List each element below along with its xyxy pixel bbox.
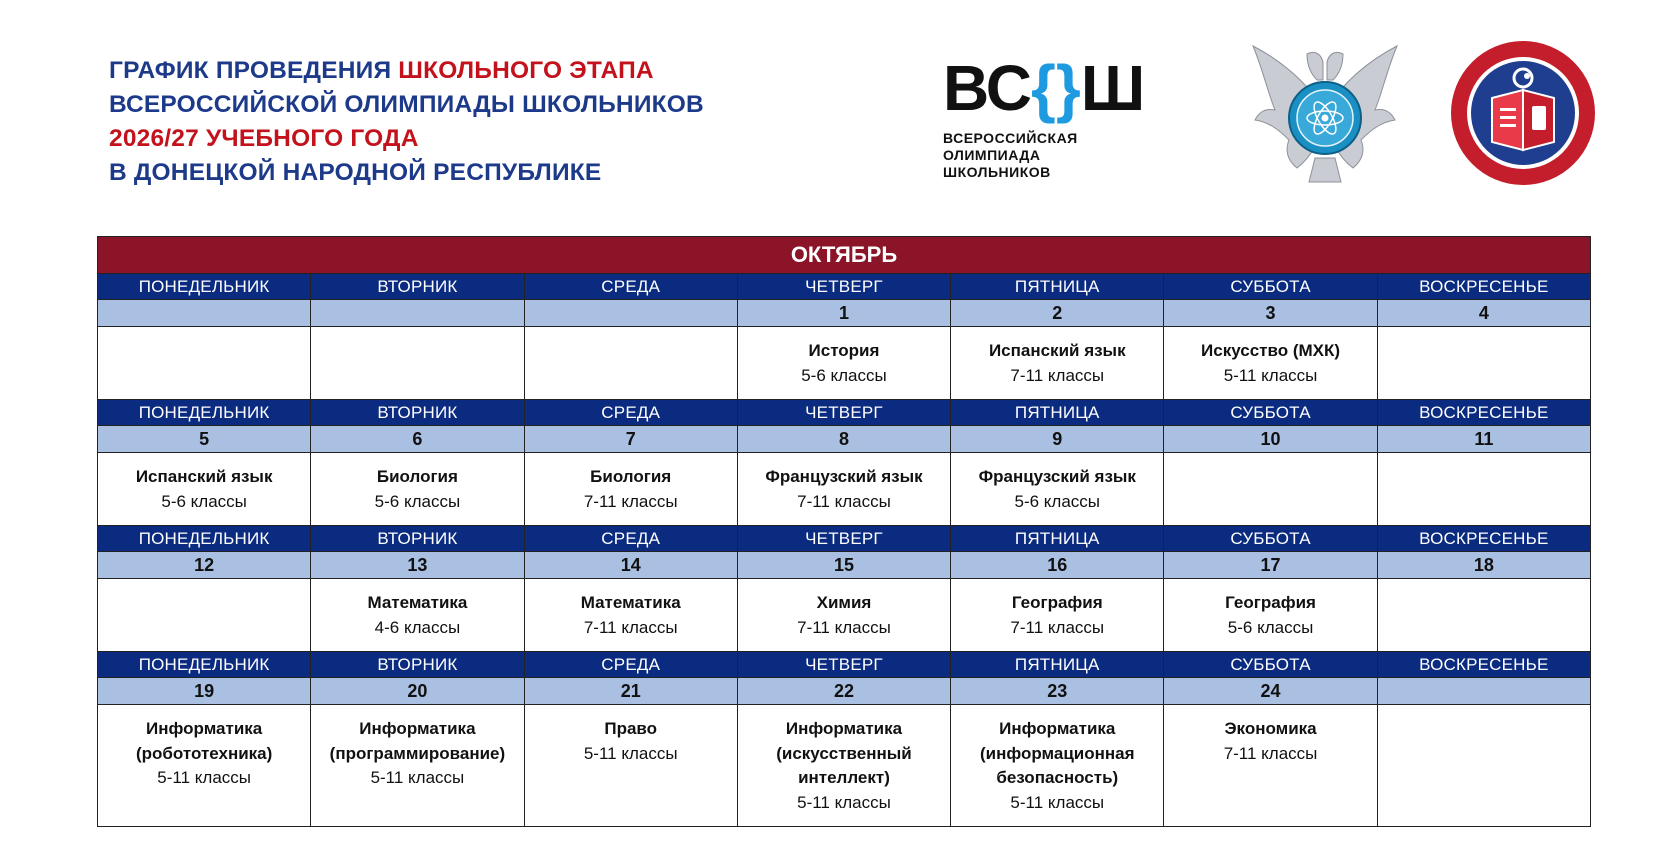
event-grades: 5-6 классы	[1014, 491, 1101, 511]
event-cell	[524, 453, 737, 526]
title-line-2: ВСЕРОССИЙСКОЙ ОЛИМПИАДЫ ШКОЛЬНИКОВ	[109, 91, 704, 118]
date-cell: 3	[1164, 300, 1377, 327]
event-grades: 5-6 классы	[1227, 617, 1314, 637]
event-cell	[311, 579, 524, 652]
event-cell	[98, 327, 311, 400]
dates-row	[98, 426, 1591, 453]
event-grades: 5-11 классы	[583, 743, 678, 763]
event-grades: 5-11 классы	[797, 792, 891, 812]
dates-row	[98, 678, 1591, 705]
date-cell	[311, 300, 524, 327]
event-content	[1378, 453, 1590, 465]
event-cell	[1164, 327, 1377, 400]
event-cell	[98, 705, 311, 827]
date-cell: 1	[737, 300, 950, 327]
vsosh-sub-2: ОЛИМПИАДА	[943, 147, 1041, 163]
date-cell: 16	[951, 552, 1164, 579]
day-name: ПОНЕДЕЛЬНИК	[98, 526, 311, 552]
event-content	[951, 453, 1163, 514]
event-content	[1164, 453, 1376, 465]
event-content	[1378, 327, 1590, 339]
events-row	[98, 327, 1591, 400]
event-content	[1164, 579, 1376, 640]
day-name: ПОНЕДЕЛЬНИК	[98, 274, 311, 300]
title-line-1-part-1: ГРАФИК ПРОВЕДЕНИЯ	[109, 57, 399, 84]
event-content	[98, 327, 310, 339]
date-cell: 10	[1164, 426, 1377, 453]
day-name: СУББОТА	[1164, 274, 1377, 300]
date-cell	[98, 300, 311, 327]
date-cell: 19	[98, 678, 311, 705]
day-name: ЧЕТВЕРГ	[737, 274, 950, 300]
event-cell	[951, 327, 1164, 400]
event-content	[1378, 705, 1590, 717]
vsosh-letters-right: Ш	[1080, 52, 1145, 124]
day-name: СРЕДА	[524, 274, 737, 300]
date-cell: 15	[737, 552, 950, 579]
event-content	[525, 327, 737, 339]
day-name: ЧЕТВЕРГ	[737, 652, 950, 678]
event-content	[738, 579, 950, 640]
month-title: ОКТЯБРЬ	[98, 237, 1591, 274]
day-name: ВТОРНИК	[311, 274, 524, 300]
vsosh-logo-mark	[943, 52, 1213, 124]
event-cell	[737, 327, 950, 400]
event-grades: 7-11 классы	[1010, 365, 1105, 385]
day-name: ЧЕТВЕРГ	[737, 526, 950, 552]
event-cell	[311, 453, 524, 526]
event-content	[311, 327, 523, 339]
event-subject: Химия	[816, 593, 872, 612]
day-name: ЧЕТВЕРГ	[737, 400, 950, 426]
day-name: СРЕДА	[524, 400, 737, 426]
event-content	[1164, 705, 1376, 766]
event-content	[738, 453, 950, 514]
event-grades: 7-11 классы	[1010, 617, 1105, 637]
event-content	[1164, 327, 1376, 388]
vsosh-braces-icon: {}	[1031, 52, 1081, 124]
event-content	[98, 453, 310, 514]
event-cell	[311, 327, 524, 400]
vsosh-sub-3: ШКОЛЬНИКОВ	[943, 164, 1051, 180]
event-subject: Информатика (робототехника)	[135, 719, 273, 763]
day-names-row	[98, 274, 1591, 300]
event-grades: 5-11 классы	[370, 768, 465, 787]
event-grades: 4-6 классы	[374, 617, 461, 637]
vsosh-letters-left: ВС	[943, 52, 1031, 124]
event-content	[738, 705, 950, 815]
event-grades: 5-6 классы	[161, 491, 247, 511]
event-grades: 7-11 классы	[583, 617, 678, 637]
day-names-row	[98, 652, 1591, 678]
date-cell	[1377, 678, 1590, 705]
day-name: ПЯТНИЦА	[951, 526, 1164, 552]
event-content	[311, 453, 523, 514]
event-subject: Право	[604, 719, 658, 738]
day-name: ВОСКРЕСЕНЬЕ	[1377, 274, 1590, 300]
event-subject: Испанский язык	[135, 467, 273, 486]
event-cell	[1377, 579, 1590, 652]
ministry-eagle-emblem-icon	[1245, 40, 1405, 186]
event-cell	[311, 705, 524, 827]
event-grades: 5-6 классы	[374, 491, 461, 511]
event-content	[525, 579, 737, 640]
day-name: СРЕДА	[524, 652, 737, 678]
dates-row	[98, 300, 1591, 327]
event-cell	[737, 453, 950, 526]
month-header-row	[98, 237, 1591, 274]
event-content	[1378, 579, 1590, 591]
event-subject: Информатика (программирование)	[329, 719, 506, 763]
event-cell	[524, 705, 737, 827]
day-name: СУББОТА	[1164, 526, 1377, 552]
day-name: ПОНЕДЕЛЬНИК	[98, 400, 311, 426]
day-name: СРЕДА	[524, 526, 737, 552]
event-subject: Математика	[367, 593, 468, 612]
event-cell	[524, 327, 737, 400]
day-name: СУББОТА	[1164, 400, 1377, 426]
vsosh-logo	[943, 52, 1213, 180]
event-subject: Биология	[376, 467, 458, 486]
day-names-row	[98, 400, 1591, 426]
event-cell	[951, 453, 1164, 526]
event-subject: География	[1011, 593, 1103, 612]
event-grades: 5-11 классы	[1223, 365, 1318, 385]
event-grades: 7-11 классы	[1223, 743, 1318, 763]
event-grades: 7-11 классы	[583, 491, 678, 511]
event-subject: Французский язык	[978, 467, 1136, 486]
event-cell	[1164, 705, 1377, 827]
date-cell: 22	[737, 678, 950, 705]
events-row	[98, 453, 1591, 526]
event-grades: 5-11 классы	[157, 768, 251, 787]
date-cell: 14	[524, 552, 737, 579]
event-content	[951, 705, 1163, 815]
date-cell: 21	[524, 678, 737, 705]
vsosh-sub-1: ВСЕРОССИЙСКАЯ	[943, 130, 1078, 146]
event-cell	[1164, 579, 1377, 652]
day-name: ПЯТНИЦА	[951, 274, 1164, 300]
event-content	[951, 579, 1163, 640]
day-name: ПЯТНИЦА	[951, 400, 1164, 426]
date-cell: 24	[1164, 678, 1377, 705]
calendar-table	[97, 236, 1591, 827]
dates-row	[98, 552, 1591, 579]
title-line-3: 2026/27 УЧЕБНОГО ГОДА	[109, 125, 419, 152]
date-cell: 18	[1377, 552, 1590, 579]
day-name: ВТОРНИК	[311, 652, 524, 678]
date-cell: 20	[311, 678, 524, 705]
event-cell	[1377, 327, 1590, 400]
day-name: ВТОРНИК	[311, 526, 524, 552]
date-cell: 23	[951, 678, 1164, 705]
event-cell	[524, 579, 737, 652]
event-cell	[98, 453, 311, 526]
event-content	[525, 705, 737, 766]
event-content	[738, 327, 950, 388]
event-grades: 7-11 классы	[797, 617, 891, 637]
day-name: ПЯТНИЦА	[951, 652, 1164, 678]
day-name: ПОНЕДЕЛЬНИК	[98, 652, 311, 678]
event-subject: География	[1225, 593, 1316, 612]
vsosh-logo-subtitle	[943, 130, 1213, 181]
title-line-4: В ДОНЕЦКОЙ НАРОДНОЙ РЕСПУБЛИКЕ	[109, 159, 602, 186]
date-cell	[524, 300, 737, 327]
event-grades: 7-11 классы	[797, 491, 891, 511]
date-cell: 11	[1377, 426, 1590, 453]
event-cell	[737, 579, 950, 652]
event-cell	[1377, 453, 1590, 526]
date-cell: 4	[1377, 300, 1590, 327]
event-subject: Искусство (МХК)	[1201, 341, 1341, 360]
event-content	[98, 705, 310, 791]
event-subject: Экономика	[1224, 719, 1317, 738]
event-grades: 5-11 классы	[1010, 792, 1105, 812]
event-content	[98, 579, 310, 591]
event-subject: История	[808, 341, 880, 360]
date-cell: 6	[311, 426, 524, 453]
events-row	[98, 705, 1591, 827]
day-name: ВОСКРЕСЕНЬЕ	[1377, 652, 1590, 678]
date-cell: 2	[951, 300, 1164, 327]
date-cell: 9	[951, 426, 1164, 453]
olympiad-center-logo-icon	[1448, 38, 1598, 188]
date-cell: 7	[524, 426, 737, 453]
event-subject: Информатика (искусственный интеллект)	[776, 719, 912, 787]
day-name: СУББОТА	[1164, 652, 1377, 678]
events-row	[98, 579, 1591, 652]
event-cell	[951, 705, 1164, 827]
event-content	[525, 453, 737, 514]
event-cell	[1377, 705, 1590, 827]
event-grades: 5-6 классы	[801, 365, 887, 385]
date-cell: 17	[1164, 552, 1377, 579]
event-content	[311, 705, 523, 791]
event-subject: Испанский язык	[988, 341, 1126, 360]
event-subject: Биология	[590, 467, 672, 486]
event-cell	[951, 579, 1164, 652]
day-name: ВТОРНИК	[311, 400, 524, 426]
date-cell: 8	[737, 426, 950, 453]
event-content	[311, 579, 523, 640]
event-subject: Французский язык	[765, 467, 923, 486]
event-subject: Информатика (информационная безопасность)	[979, 719, 1135, 787]
day-name: ВОСКРЕСЕНЬЕ	[1377, 526, 1590, 552]
event-subject: Математика	[580, 593, 681, 612]
date-cell: 12	[98, 552, 311, 579]
event-cell	[1164, 453, 1377, 526]
day-name: ВОСКРЕСЕНЬЕ	[1377, 400, 1590, 426]
event-cell	[98, 579, 311, 652]
event-cell	[737, 705, 950, 827]
logos	[0, 38, 1680, 188]
date-cell: 5	[98, 426, 311, 453]
day-names-row	[98, 526, 1591, 552]
event-content	[951, 327, 1163, 388]
date-cell: 13	[311, 552, 524, 579]
title-line-1-part-2: ШКОЛЬНОГО ЭТАПА	[398, 57, 654, 84]
